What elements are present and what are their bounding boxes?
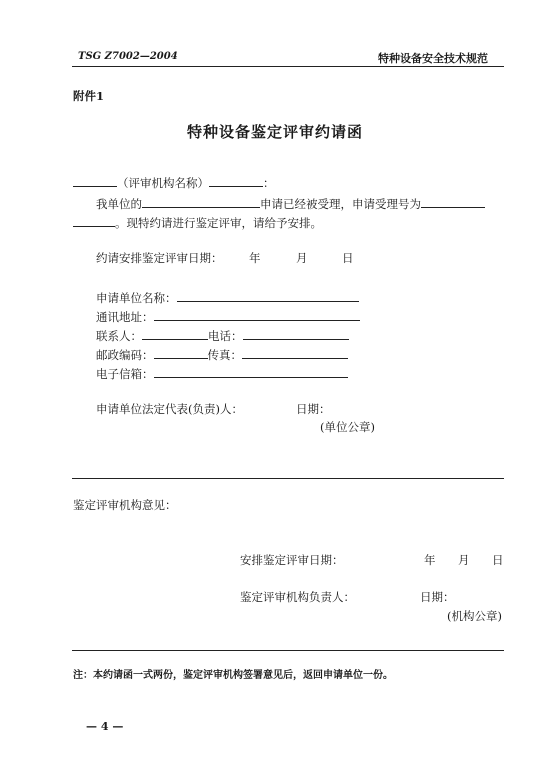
requested-day: 日 <box>342 251 354 265</box>
arranged-year: 年 <box>424 553 436 567</box>
standard-code: TSG Z7002—2004 <box>78 51 178 62</box>
footnote: 注：本约请函一式两份，鉴定评审机构签署意见后，返回申请单位一份。 <box>73 670 393 681</box>
arranged-date-label: 安排鉴定评审日期： <box>240 553 344 567</box>
phone-field[interactable] <box>243 327 349 340</box>
addressee-line: （评审机构名称） ： <box>73 174 275 191</box>
attachment-label: 附件1 <box>73 89 105 103</box>
institution-opinion-label: 鉴定评审机构意见： <box>73 498 177 512</box>
footnote-divider <box>72 650 504 651</box>
fax-field[interactable] <box>242 346 348 359</box>
contact-row: 联系人： 电话： <box>96 327 349 344</box>
header-divider <box>72 66 504 67</box>
address-field[interactable] <box>154 308 360 321</box>
institution-seal: (机构公章) <box>447 609 502 623</box>
requested-date-label: 约请安排鉴定评审日期： <box>96 251 223 265</box>
email-row: 电子信箱： <box>96 365 348 382</box>
address-row: 通讯地址： <box>96 308 360 325</box>
blank-institution-prefix[interactable] <box>73 174 117 187</box>
applicant-name-field[interactable] <box>177 289 359 302</box>
standard-category: 特种设备安全技术规范 <box>378 52 488 65</box>
addressee-label: （评审机构名称） <box>117 176 209 190</box>
institution-date-label: 日期： <box>420 590 455 604</box>
page-number: — 4 — <box>86 720 124 733</box>
blank-acceptance-number-cont[interactable] <box>73 214 115 227</box>
applicant-date-label: 日期： <box>296 402 331 416</box>
requested-month: 月 <box>296 251 308 265</box>
postcode-field[interactable] <box>154 346 208 359</box>
email-field[interactable] <box>154 365 348 378</box>
body-line-2: 。现特约请进行鉴定评审，请给予安排。 <box>73 214 322 231</box>
legal-rep-label: 申请单位法定代表(负责)人： <box>96 402 243 416</box>
postcode-row: 邮政编码： 传真： <box>96 346 348 363</box>
arranged-month: 月 <box>458 553 470 567</box>
applicant-seal: (单位公章) <box>320 420 375 434</box>
blank-application-item[interactable] <box>142 195 260 208</box>
body-line-1: 我单位的 申请已经被受理，申请受理号为 <box>96 195 485 212</box>
contact-field[interactable] <box>142 327 208 340</box>
applicant-name-row: 申请单位名称： <box>96 289 359 306</box>
arranged-day: 日 <box>492 553 504 567</box>
section-divider <box>72 478 504 479</box>
institution-head-label: 鉴定评审机构负责人： <box>240 590 355 604</box>
requested-year: 年 <box>249 251 261 265</box>
blank-institution-suffix[interactable] <box>209 174 263 187</box>
page-title: 特种设备鉴定评审约请函 <box>186 123 363 141</box>
blank-acceptance-number[interactable] <box>421 195 485 208</box>
